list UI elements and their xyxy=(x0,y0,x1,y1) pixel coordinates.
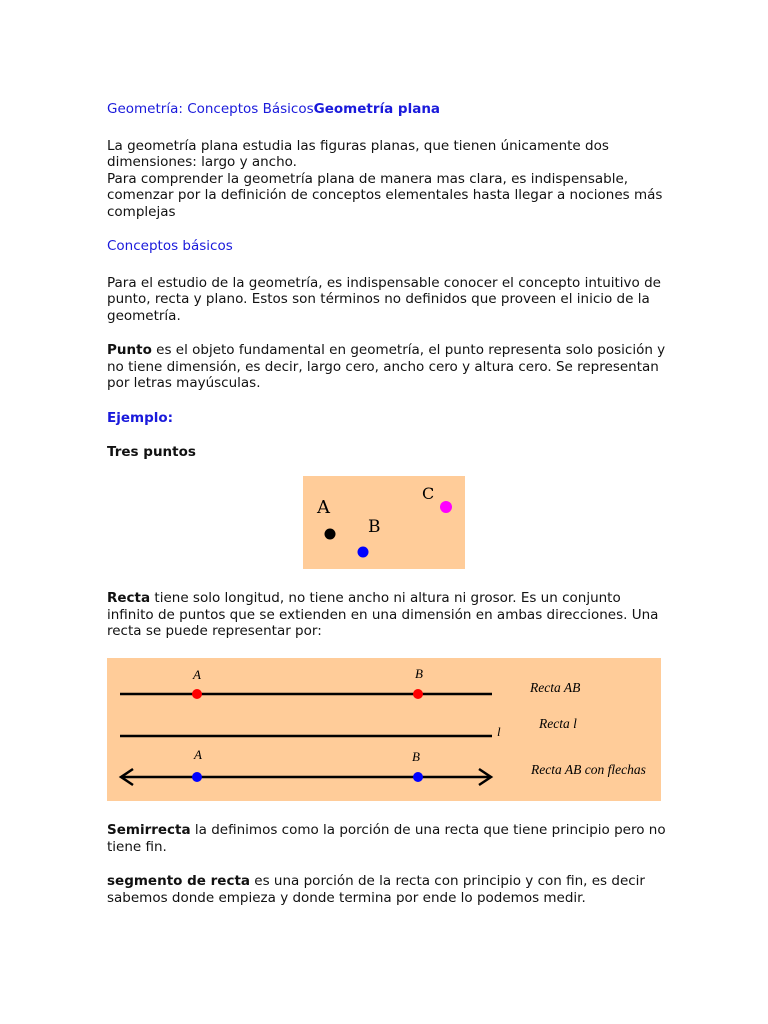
intro-paragraph-1: La geometría plana estudia las figuras planas, que tienen únicamente dos dimensiones: largo y ancho. xyxy=(107,137,609,170)
line-arrows-caption: Recta AB con flechas xyxy=(531,762,646,777)
segmento-text: es una porción de la recta con principio y con fin, es decir sabemos donde empieza y donde termina por ende lo podemos medir. xyxy=(107,873,645,906)
intro-paragraph-2: Para comprender la geometría plana de manera mas clara, es indispensable, comenzar por la definición de conceptos elementales hasta llegar a nociones más complejas xyxy=(107,170,663,220)
breadcrumb: Geometría: Conceptos Básicos xyxy=(107,101,314,117)
recta-block xyxy=(107,590,667,640)
page-heading xyxy=(107,101,667,118)
tres-puntos-caption: Tres puntos xyxy=(107,444,196,460)
line-ab-point-b xyxy=(413,689,423,699)
section-heading: Conceptos básicos xyxy=(107,238,233,254)
semirrecta-text: la definimos como la porción de una recta que tiene principio pero no tiene fin. xyxy=(107,822,666,855)
line-arrows-a-label: A xyxy=(194,747,202,762)
line-arrows-point-a xyxy=(192,772,202,782)
semirrecta-term: Semirrecta xyxy=(107,822,191,838)
point-b-label: B xyxy=(368,517,381,537)
line-ab-a-label: A xyxy=(193,667,201,682)
point-a-label: A xyxy=(317,497,330,518)
line-l-caption: Recta l xyxy=(539,716,577,731)
point-a xyxy=(325,529,336,540)
line-arrows-point-b xyxy=(413,772,423,782)
punto-text: es el objeto fundamental en geometría, el punto representa solo posición y no tiene dimensión, es decir, largo cero, ancho cero y altura cero. Se representan por letras mayúsculas. xyxy=(107,342,666,391)
punto-term: Punto xyxy=(107,342,152,358)
line-ab-caption: Recta AB xyxy=(530,680,581,695)
segmento-paragraph xyxy=(107,873,667,906)
line-ab-b-label: B xyxy=(415,666,423,681)
basics-paragraph: Para el estudio de la geometría, es indispensable conocer el concepto intuitivo de punto, recta y plano. Estos son términos no definidos que proveen el inicio de la geometría. xyxy=(107,274,661,324)
recta-paragraph xyxy=(107,590,667,640)
point-c-label: C xyxy=(422,484,435,503)
line-ab-point-a xyxy=(192,689,202,699)
lines-diagram xyxy=(107,658,661,801)
semirrecta-paragraph xyxy=(107,822,667,855)
page-title: Geometría plana xyxy=(313,101,441,117)
point-b xyxy=(358,547,369,558)
definitions-block xyxy=(107,822,667,906)
line-arrows-b-label: B xyxy=(412,749,420,764)
example-label: Ejemplo: xyxy=(107,409,174,426)
recta-text: tiene solo longitud, no tiene ancho ni altura ni grosor. Es un conjunto infinito de puntos que se extienden en una dimensión en ambas direcciones. Una recta se puede representar por: xyxy=(107,590,659,639)
punto-paragraph xyxy=(107,342,667,392)
three-points-figure xyxy=(303,476,465,569)
line-l-label: l xyxy=(497,724,501,739)
point-c xyxy=(440,501,452,513)
recta-term: Recta xyxy=(107,590,151,606)
segmento-term: segmento de recta xyxy=(107,873,251,889)
document-body xyxy=(107,101,667,461)
three-points-diagram xyxy=(303,476,465,569)
lines-figure xyxy=(107,658,661,801)
